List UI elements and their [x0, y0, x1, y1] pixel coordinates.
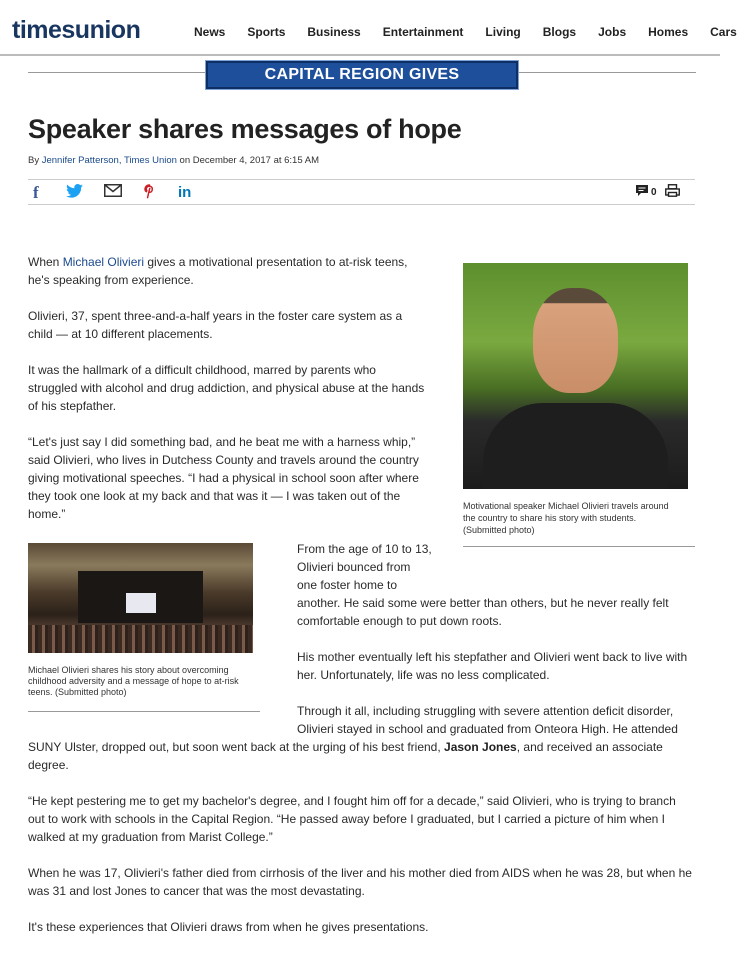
text: said Olivieri, who lives in Dutchess County and travels around the country	[28, 453, 419, 467]
byline-date: on December 4, 2017 at 6:15 AM	[176, 155, 319, 166]
text: home.”	[28, 507, 66, 521]
text: giving motivational speeches. “I had a physical in school soon after where	[28, 471, 419, 485]
name-link[interactable]: Michael Olivieri	[62, 255, 145, 269]
photo-caption	[28, 665, 256, 698]
nav-news[interactable]: News	[194, 25, 226, 39]
text: was 31 and lost Jones to cancer that was the most devastating.	[28, 884, 365, 898]
share-bar	[28, 179, 695, 205]
facebook-icon[interactable]: f	[33, 183, 39, 202]
nav-jobs[interactable]: Jobs	[598, 25, 627, 39]
text: It was the hallmark of a difficult childhood, marred by parents who	[28, 363, 376, 377]
text: Olivieri, 37, spent three-and-a-half years in the foster care system as a	[28, 309, 403, 323]
divider	[28, 711, 260, 712]
paragraph-7b	[28, 738, 663, 774]
print-icon[interactable]	[665, 184, 680, 201]
paragraph-9	[28, 864, 692, 900]
twitter-icon[interactable]	[66, 184, 83, 201]
paragraph-3	[28, 361, 424, 415]
text: they took one look at my back and that was it — I was taken out of the	[28, 489, 401, 503]
main-nav	[194, 25, 737, 39]
text: out to work with schools in the Capital Region. “He passed away before I graduated, but I carried a picture of him when I	[28, 812, 666, 826]
comment-icon[interactable]	[635, 184, 649, 201]
article-headline: Speaker shares messages of hope	[28, 114, 462, 144]
paragraph-10: It's these experiences that Olivieri draws from when he gives presentations.	[28, 920, 429, 934]
author-link[interactable]: Jennifer Patterson, Times Union	[41, 155, 177, 166]
text: struggled with alcohol and drug addiction, and physical abuse at the hands	[28, 381, 425, 395]
text: he's speaking from experience.	[28, 273, 194, 287]
email-icon[interactable]	[104, 184, 122, 201]
text: childhood adversity and a message of hope to at-risk	[28, 676, 239, 686]
auditorium-photo[interactable]	[28, 543, 253, 653]
pinterest-icon[interactable]	[144, 184, 155, 201]
byline	[28, 155, 319, 166]
photo-detail	[126, 593, 156, 613]
nav-cars[interactable]: Cars	[710, 25, 737, 39]
text: Michael Olivieri shares his story about overcoming	[28, 665, 229, 675]
text: one foster home to	[297, 578, 398, 592]
linkedin-icon[interactable]: in	[178, 184, 192, 201]
text: His mother eventually left his stepfather and Olivieri went back to live with	[297, 650, 688, 664]
photo-caption	[463, 500, 695, 536]
text: Through it all, including struggling with severe attention deficit disorder,	[297, 704, 674, 718]
text: comfortable enough to put down roots.	[297, 614, 502, 628]
nav-homes[interactable]: Homes	[648, 25, 689, 39]
nav-entertainment[interactable]: Entertainment	[382, 25, 464, 39]
paragraph-6	[297, 648, 687, 684]
paragraph-5	[297, 540, 669, 630]
speaker-portrait-photo[interactable]	[463, 263, 688, 489]
text: “Let's just say I did something bad, and he beat me with a harness whip,”	[28, 435, 416, 449]
text: (Submitted photo)	[463, 525, 535, 535]
comment-count[interactable]: 0	[651, 187, 657, 198]
text: When he was 17, Olivieri's father died from cirrhosis of the liver and his mother died from AIDS when he was 28, but when he	[28, 866, 692, 880]
text: Motivational speaker Michael Olivieri travels around	[463, 501, 669, 511]
text: gives a motivational presentation to at-risk teens,	[144, 255, 408, 269]
text: Olivieri bounced from	[297, 560, 411, 574]
paragraph-2	[28, 307, 402, 343]
section-banner[interactable]: CAPITAL REGION GIVES	[206, 61, 518, 89]
paragraph-8	[28, 792, 676, 846]
bold-name: Jason Jones	[444, 740, 517, 754]
text: her. Unfortunately, life was no less complicated.	[297, 668, 550, 682]
text: child — at 10 different placements.	[28, 327, 213, 341]
paragraph-4	[28, 433, 419, 523]
text: “He kept pestering me to get my bachelor's degree, and I fought him off for a decade,” said Olivieri, who is trying to branch	[28, 794, 676, 808]
photo-detail	[533, 288, 618, 393]
site-logo[interactable]: timesunion	[12, 16, 141, 44]
site-header	[0, 0, 737, 56]
paragraph-1	[28, 253, 408, 289]
text: , and received an associate	[516, 740, 663, 754]
text: the country to share his story with students.	[463, 513, 637, 523]
nav-business[interactable]: Business	[307, 25, 361, 39]
nav-sports[interactable]: Sports	[247, 25, 286, 39]
text: SUNY Ulster, dropped out, but soon went back at the urging of his best friend,	[28, 740, 445, 754]
text: another. He said some were better than others, but he never really felt	[297, 596, 669, 610]
photo-detail	[28, 625, 253, 653]
paragraph-7a	[297, 702, 678, 738]
text: When	[28, 255, 63, 269]
text: From the age of 10 to 13,	[297, 542, 432, 556]
divider	[518, 72, 696, 73]
nav-living[interactable]: Living	[485, 25, 521, 39]
byline-prefix: By	[28, 155, 42, 166]
text: walked at my graduation from Marist College.”	[28, 830, 273, 844]
text: degree.	[28, 758, 69, 772]
text: of his stepfather.	[28, 399, 117, 413]
text: Olivieri stayed in school and graduated from Onteora High. He attended	[297, 722, 678, 736]
nav-blogs[interactable]: Blogs	[542, 25, 577, 39]
text: teens. (Submitted photo)	[28, 687, 127, 697]
divider	[28, 72, 206, 73]
photo-detail	[483, 403, 668, 489]
